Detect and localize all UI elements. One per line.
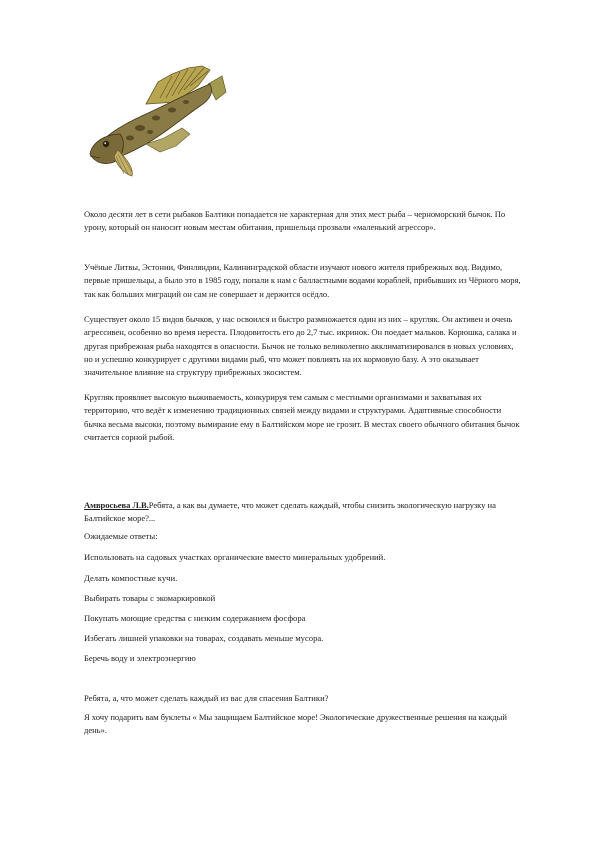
intro-paragraph-4: Кругляк проявляет высокую выживаемость, конкурируя тем самым с местными организмами и захватывая их территорию, что ведёт к изменению традиционных связей между видами и структурами. Адаптивные способности бычка весьма высоки, поэтому вымирание ему в Балтийском море не грозит. В местах своего обычного обитания бычок считается сорной рыбой. (84, 392, 520, 442)
answer-item: Покупать моющие средства с низким содержанием фосфора (84, 613, 306, 623)
intro-paragraph-1: Около десяти лет в сети рыбаков Балтики попадается не характерная для этих мест рыба – черноморский бычок. По урону, который он наносит новым местам обитания, пришельца прозвали «маленький агрессор». (84, 209, 506, 233)
answers-title: Ожидаемые ответы: (84, 531, 158, 541)
answer-item: Избегать лишней упаковки на товарах, создавать меньше мусора. (84, 633, 324, 643)
second-question: Ребята, а, что может сделать каждый из вас для спасения Балтики? (84, 693, 329, 703)
answer-item: Беречь воду и электроэнергию (84, 653, 196, 663)
intro-paragraph-2: Учёные Литвы, Эстонии, Финляндии, Калининградской области изучают нового жителя прибрежных вод. Видимо, первые пришельцы, а было это в 1985 году, попали к нам с балластными водами кораблей, прибывших из Чёрного моря, так как больших миграций он сам не совершает и держится осёдло. (84, 262, 521, 299)
closing-text: Я хочу подарить вам буклеты « Мы защищаем Балтийское море! Экологические дружественные решения на каждый день». (84, 712, 507, 736)
question-text: Ребята, а как вы думаете, что может сделать каждый, чтобы снизить экологическую нагрузку на Балтийское море?... (84, 500, 496, 524)
answer-item: Выбирать товары с экомаркировкой (84, 593, 216, 603)
intro-paragraph-3: Существует около 15 видов бычков, у нас освоился и быстро размножается один из них – кругляк. Он активен и очень агрессивен, особенно во время нереста. Плодовитость его до 2,7 тыс. икринок. Он поедает мальков. Корюшка, салака и другая прибрежная рыба находятся в опасности. Бычок не только великолепно акклиматизировался в новых условиях, но и успешно конкурирует с другими видами рыб, что может повлиять на их кормовую базу. А это оказывает значительное влияние на структуру прибрежных экосистем. (84, 314, 517, 378)
goby-fish-illustration (80, 62, 230, 182)
answer-item: Использовать на садовых участках органические вместо минеральных удобрений. (84, 552, 386, 562)
teacher-question (84, 499, 524, 526)
speaker-name: Амвросьева Л.В. (84, 500, 149, 510)
answer-item: Делать компостные кучи. (84, 573, 178, 583)
